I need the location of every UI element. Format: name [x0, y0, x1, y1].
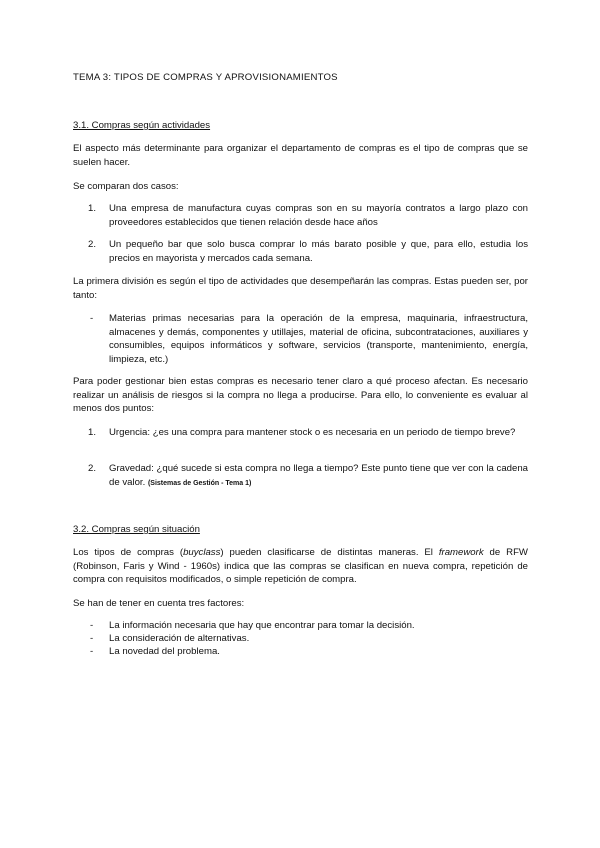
text-run: de RFW (Robinson, Faris y Wind - 1960s) indica que las compras se clasifican en nueva compra, repetición de compra con requisitos modificados, o simple repetición de compra. — [73, 547, 528, 585]
section-heading-3-1: 3.1. Compras según actividades — [73, 120, 211, 131]
bullet-dash: - — [90, 313, 94, 324]
page-title: TEMA 3: TIPOS DE COMPRAS Y APROVISIONAMIENTOS — [73, 72, 338, 83]
list-number: 2. — [88, 239, 97, 250]
paragraph: Se han de tener en cuenta tres factores: — [73, 598, 245, 609]
list-item: Un pequeño bar que solo busca comprar lo más barato posible y que, para ello, estudia los precios en mayorista y mercados cada semana. — [109, 239, 528, 264]
list-item: La consideración de alternativas. — [109, 633, 250, 644]
list-item — [109, 462, 528, 490]
list-item-text: Gravedad: ¿qué sucede si esta compra no llega a tiempo? Este punto tiene que ver con la cadena de valor. — [109, 463, 528, 488]
bullet-dash: - — [90, 620, 94, 631]
paragraph: La primera división es según el tipo de actividades que desempeñarán las compras. Estas pueden ser, por tanto: — [73, 276, 528, 301]
list-item: Urgencia: ¿es una compra para mantener stock o es necesaria en un periodo de tiempo breve? — [109, 427, 516, 438]
list-number: 1. — [88, 427, 97, 438]
section-heading-3-2: 3.2. Compras según situación — [73, 524, 200, 535]
emphasis-buyclass: buyclass — [183, 547, 221, 558]
list-item: Materias primas necesarias para la operación de la empresa, maquinaria, infraestructura, almacenes y demás, componentes y utillajes, material de oficina, subcontrataciones, auxiliares y consumibles, equipos informáticos y software, servicios (transporte, mantenimiento, energía, limpieza, etc.) — [109, 313, 528, 365]
list-number: 1. — [88, 203, 97, 214]
reference-note: (Sistemas de Gestión - Tema 1) — [147, 479, 252, 487]
text-run: ) pueden clasificarse de distintas maneras. El — [220, 547, 439, 558]
bullet-dash: - — [90, 646, 94, 657]
paragraph: Se comparan dos casos: — [73, 181, 179, 192]
list-item: La novedad del problema. — [109, 646, 220, 657]
paragraph: Para poder gestionar bien estas compras es necesario tener claro a qué proceso afectan. Es necesario realizar un análisis de riesgos si la compra no llega a producirse. Para ello, lo conveniente es evaluar al menos dos puntos: — [73, 376, 528, 414]
list-item: Una empresa de manufactura cuyas compras son en su mayoría contratos a largo plazo con proveedores establecidos que tienen relación desde hace años — [109, 203, 528, 228]
paragraph — [73, 546, 528, 587]
bullet-dash: - — [90, 633, 94, 644]
list-number: 2. — [88, 463, 97, 474]
paragraph: El aspecto más determinante para organizar el departamento de compras es el tipo de compras que se suelen hacer. — [73, 143, 528, 168]
list-item: La información necesaria que hay que encontrar para tomar la decisión. — [109, 620, 415, 631]
text-run: Los tipos de compras ( — [73, 547, 184, 558]
emphasis-framework: framework — [438, 547, 484, 558]
